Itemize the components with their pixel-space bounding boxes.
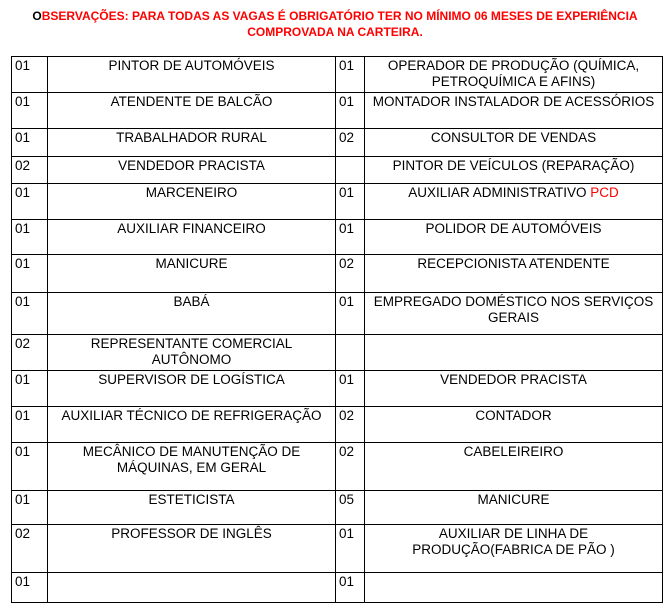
quantity-cell: 01 xyxy=(336,184,365,220)
table-row xyxy=(12,255,663,293)
quantity-cell xyxy=(336,335,365,371)
quantity-cell: 01 xyxy=(12,371,48,407)
quantity-cell: 02 xyxy=(336,407,365,443)
observations-line-2: COMPROVADA NA CARTEIRA. xyxy=(247,25,423,39)
quantity-cell: 01 xyxy=(336,371,365,407)
pcd-tag: PCD xyxy=(590,185,619,200)
job-title-cell: AUXILIAR DE LINHA DE PRODUÇÃO(FABRICA DE PÃO ) xyxy=(365,525,663,573)
table-row xyxy=(12,93,663,129)
quantity-cell: 05 xyxy=(336,491,365,525)
job-title-cell xyxy=(365,573,663,603)
job-title-cell: VENDEDOR PRACISTA xyxy=(48,157,336,184)
job-title-cell: MANICURE xyxy=(365,491,663,525)
job-vacancies-table xyxy=(11,56,663,603)
quantity-cell: 01 xyxy=(12,255,48,293)
job-title-cell: PINTOR DE AUTOMÓVEIS xyxy=(48,57,336,93)
quantity-cell: 02 xyxy=(12,335,48,371)
job-title-cell: TRABALHADOR RURAL xyxy=(48,129,336,157)
observations-first-letter: O xyxy=(32,9,42,23)
job-title-text: AUXILIAR ADMINISTRATIVO xyxy=(408,185,587,200)
quantity-cell: 01 xyxy=(336,93,365,129)
job-title-cell: PROFESSOR DE INGLÊS xyxy=(48,525,336,573)
quantity-cell: 01 xyxy=(336,57,365,93)
job-title-cell: MANICURE xyxy=(48,255,336,293)
job-title-cell: RECEPCIONISTA ATENDENTE xyxy=(365,255,663,293)
quantity-cell: 01 xyxy=(12,184,48,220)
table-row xyxy=(12,293,663,335)
table-row xyxy=(12,220,663,255)
quantity-cell: 01 xyxy=(12,220,48,255)
job-title-cell: MONTADOR INSTALADOR DE ACESSÓRIOS xyxy=(365,93,663,129)
quantity-cell: 01 xyxy=(12,129,48,157)
table-row xyxy=(12,157,663,184)
quantity-cell: 02 xyxy=(336,255,365,293)
job-title-cell: MARCENEIRO xyxy=(48,184,336,220)
job-title-cell: BABÁ xyxy=(48,293,336,335)
job-title-cell: OPERADOR DE PRODUÇÃO (QUÍMICA, PETROQUÍMICA E AFINS) xyxy=(365,57,663,93)
job-title-cell: MECÂNICO DE MANUTENÇÃO DE MÁQUINAS, EM GERAL xyxy=(48,443,336,491)
quantity-cell: 01 xyxy=(336,293,365,335)
quantity-cell: 02 xyxy=(336,129,365,157)
quantity-cell xyxy=(336,157,365,184)
quantity-cell: 01 xyxy=(12,293,48,335)
job-title-cell: ATENDENTE DE BALCÃO xyxy=(48,93,336,129)
job-title-cell: POLIDOR DE AUTOMÓVEIS xyxy=(365,220,663,255)
table-row xyxy=(12,335,663,371)
job-title-cell: VENDEDOR PRACISTA xyxy=(365,371,663,407)
table-row xyxy=(12,525,663,573)
observations-note xyxy=(0,8,670,40)
quantity-cell: 01 xyxy=(336,573,365,603)
quantity-cell: 01 xyxy=(12,443,48,491)
table-row xyxy=(12,129,663,157)
job-title-cell xyxy=(365,335,663,371)
quantity-cell: 02 xyxy=(12,525,48,573)
table-row xyxy=(12,443,663,491)
job-title-cell: CABELEIREIRO xyxy=(365,443,663,491)
job-title-cell: EMPREGADO DOMÉSTICO NOS SERVIÇOS GERAIS xyxy=(365,293,663,335)
quantity-cell: 01 xyxy=(12,57,48,93)
table-row xyxy=(12,491,663,525)
table-row xyxy=(12,573,663,603)
quantity-cell: 01 xyxy=(336,525,365,573)
job-title-cell: AUXILIAR TÉCNICO DE REFRIGERAÇÃO xyxy=(48,407,336,443)
quantity-cell: 01 xyxy=(12,93,48,129)
job-title-cell: REPRESENTANTE COMERCIAL AUTÔNOMO xyxy=(48,335,336,371)
table-row xyxy=(12,371,663,407)
observations-line-1-text: BSERVAÇÕES: PARA TODAS AS VAGAS É OBRIGATÓRIO TER NO MÍNIMO 06 MESES DE EXPERIÊNCIA xyxy=(41,9,638,23)
quantity-cell: 02 xyxy=(12,157,48,184)
job-title-cell xyxy=(365,184,663,220)
job-title-cell: SUPERVISOR DE LOGÍSTICA xyxy=(48,371,336,407)
job-title-cell: AUXILIAR FINANCEIRO xyxy=(48,220,336,255)
job-title-cell: PINTOR DE VEÍCULOS (REPARAÇÃO) xyxy=(365,157,663,184)
job-title-cell: CONSULTOR DE VENDAS xyxy=(365,129,663,157)
quantity-cell: 02 xyxy=(336,443,365,491)
job-title-cell: ESTETICISTA xyxy=(48,491,336,525)
table-row xyxy=(12,407,663,443)
table-row xyxy=(12,57,663,93)
quantity-cell: 01 xyxy=(336,220,365,255)
quantity-cell: 01 xyxy=(12,573,48,603)
quantity-cell: 01 xyxy=(12,407,48,443)
table-row xyxy=(12,184,663,220)
quantity-cell: 01 xyxy=(12,491,48,525)
observations-line-1 xyxy=(0,8,670,24)
job-title-cell: CONTADOR xyxy=(365,407,663,443)
job-title-cell xyxy=(48,573,336,603)
